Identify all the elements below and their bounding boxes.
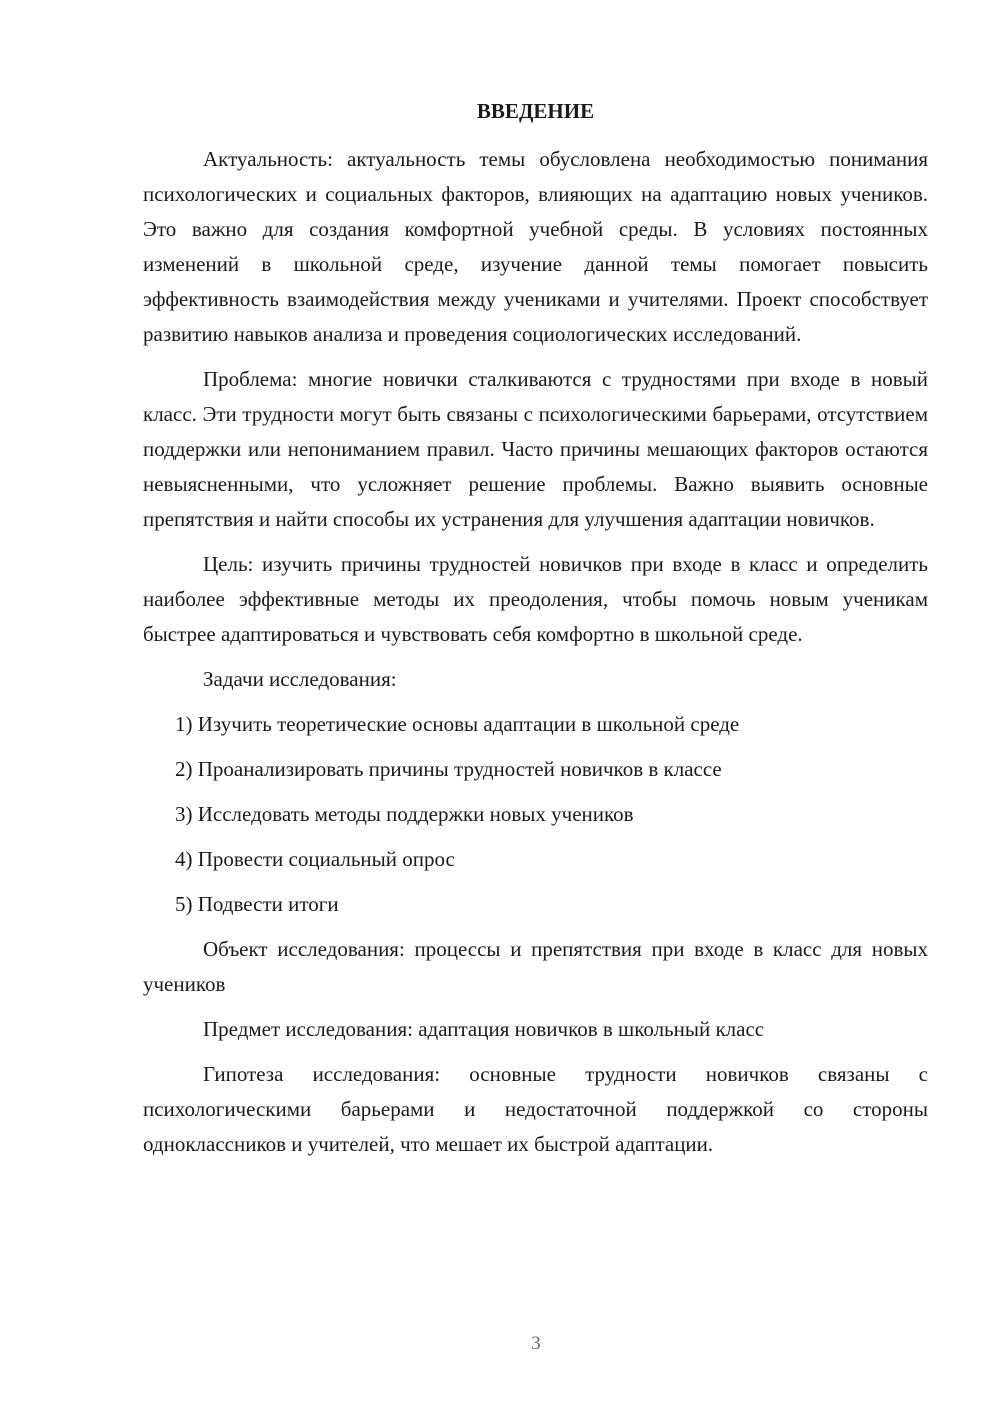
task-item-5: 5) Подвести итоги — [175, 892, 339, 916]
task-item-4: 4) Провести социальный опрос — [175, 847, 455, 871]
subject-paragraph: Предмет исследования: адаптация новичков в школьный класс — [203, 1017, 765, 1041]
problem-paragraph: Проблема: многие новички сталкиваются с трудностями при входе в новый класс. Эти трудности могут быть связаны с психологическими барьерами, отсутствием поддержки или непониманием правил. Часто причины мешающих факторов остаются невыясненными, что усложняет решение проблемы. Важно выявить основные препятствия и найти способы их устранения для улучшения адаптации новичков. — [143, 367, 928, 531]
goal-paragraph: Цель: изучить причины трудностей новичков при входе в класс и определить наиболее эффективные методы их преодоления, чтобы помочь новым ученикам быстрее адаптироваться и чувствовать себя комфортно в школьной среде. — [143, 552, 928, 646]
tasks-list — [143, 707, 928, 922]
document-body — [143, 142, 928, 1162]
page-title: ВВЕДЕНИЕ — [476, 99, 595, 123]
object-paragraph: Объект исследования: процессы и препятствия при входе в класс для новых учеников — [143, 937, 928, 996]
tasks-heading: Задачи исследования: — [203, 667, 397, 691]
page-number: 3 — [531, 1333, 541, 1354]
relevance-paragraph: Актуальность: актуальность темы обусловлена необходимостью понимания психологических и социальных факторов, влияющих на адаптацию новых учеников. Это важно для создания комфортной учебной среды. В условиях постоянных изменений в школьной среде, изучение данной темы помогает повысить эффективность взаимодействия между учениками и учителями. Проект способствует развитию навыков анализа и проведения социологических исследований. — [143, 147, 928, 346]
task-item-2: 2) Проанализировать причины трудностей новичков в классе — [175, 757, 722, 781]
task-item-3: 3) Исследовать методы поддержки новых учеников — [175, 802, 634, 826]
hypothesis-paragraph: Гипотеза исследования: основные трудности новичков связаны с психологическими барьерами и недостаточной поддержкой со стороны одноклассников и учителей, что мешает их быстрой адаптации. — [143, 1062, 928, 1156]
task-item-1: 1) Изучить теоретические основы адаптации в школьной среде — [175, 712, 740, 736]
